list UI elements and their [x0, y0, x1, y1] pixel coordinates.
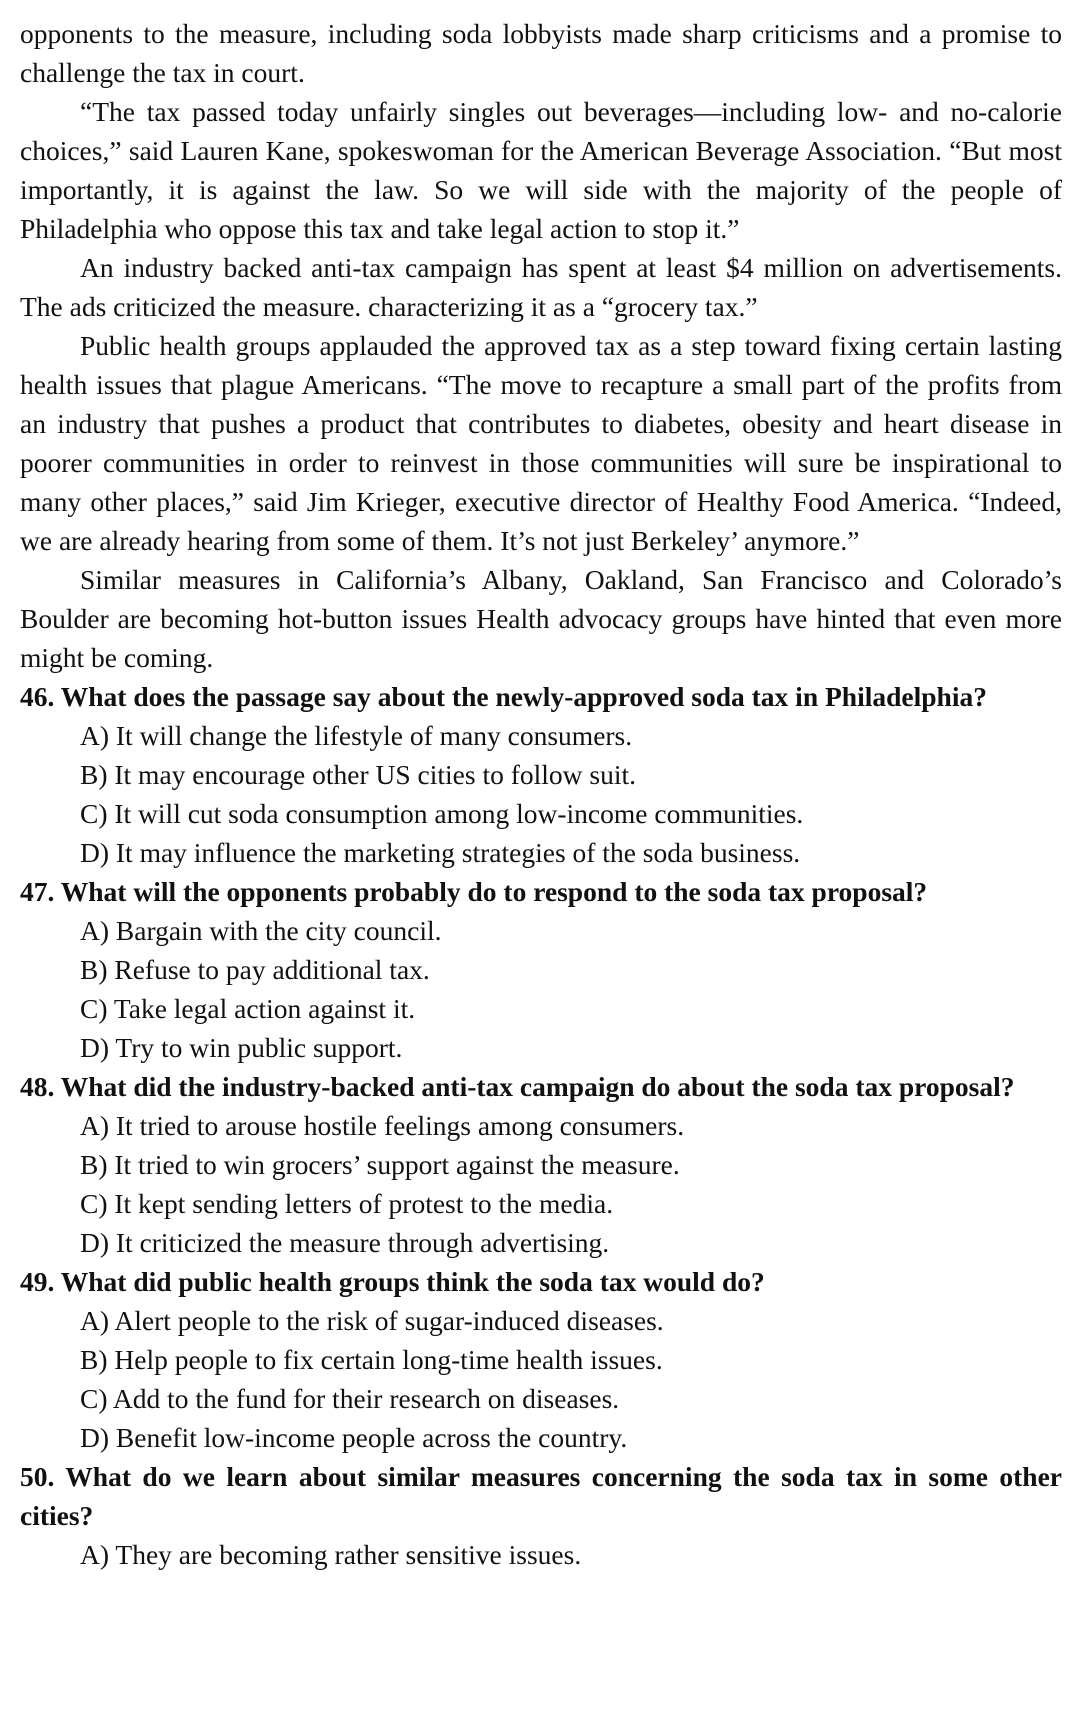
question-48 [20, 1067, 1062, 1262]
question-stem: 47. What will the opponents probably do to respond to the soda tax proposal? [20, 876, 928, 907]
answer-option: B) It tried to win grocers’ support against the measure. [80, 1149, 680, 1180]
answer-option: D) Try to win public support. [80, 1032, 403, 1063]
answer-option: A) It will change the lifestyle of many consumers. [80, 720, 633, 751]
passage-paragraph: Similar measures in California’s Albany, Oakland, San Francisco and Colorado’s Boulder are becoming hot-button issues Health advocacy groups have hinted that even more might be coming. [20, 564, 1062, 673]
answer-option: D) Benefit low-income people across the country. [80, 1422, 628, 1453]
answer-option: A) It tried to arouse hostile feelings among consumers. [80, 1110, 685, 1141]
question-stem: 48. What did the industry-backed anti-tax campaign do about the soda tax proposal? [20, 1071, 1015, 1102]
answer-option: D) It criticized the measure through advertising. [80, 1227, 610, 1258]
question-49 [20, 1262, 1062, 1457]
answer-option: C) Take legal action against it. [80, 993, 416, 1024]
answer-option: A) Alert people to the risk of sugar-induced diseases. [80, 1305, 664, 1336]
question-50 [20, 1457, 1062, 1574]
passage-paragraph: An industry backed anti-tax campaign has spent at least $4 million on advertisements. The ads criticized the measure. characterizing it as a “grocery tax.” [20, 252, 1062, 322]
question-stem: 49. What did public health groups think the soda tax would do? [20, 1266, 765, 1297]
question-47 [20, 872, 1062, 1067]
answer-option: A) They are becoming rather sensitive issues. [80, 1539, 582, 1570]
question-stem: 46. What does the passage say about the newly-approved soda tax in Philadelphia? [20, 681, 987, 712]
question-stem: 50. What do we learn about similar measures concerning the soda tax in some other cities? [20, 1461, 1062, 1531]
answer-option: B) It may encourage other US cities to follow suit. [80, 759, 636, 790]
passage-paragraph: opponents to the measure, including soda lobbyists made sharp criticisms and a promise to challenge the tax in court. [20, 18, 1062, 88]
passage-paragraph: Public health groups applauded the approved tax as a step toward fixing certain lasting health issues that plague Americans. “The move to recapture a small part of the profits from an industry that pushes a product that contributes to diabetes, obesity and heart disease in poorer communities in order to reinvest in those communities will sure be inspirational to many other places,” said Jim Krieger, executive director of Healthy Food America. “Indeed, we are already hearing from some of them. It’s not just Berkeley’ anymore.” [20, 330, 1062, 556]
document-page [20, 14, 1062, 1574]
answer-option: B) Help people to fix certain long-time health issues. [80, 1344, 663, 1375]
answer-option: C) It will cut soda consumption among low-income communities. [80, 798, 804, 829]
answer-option: B) Refuse to pay additional tax. [80, 954, 430, 985]
answer-option: C) It kept sending letters of protest to the media. [80, 1188, 614, 1219]
question-46 [20, 677, 1062, 872]
passage-paragraph: “The tax passed today unfairly singles out beverages—including low- and no-calorie choices,” said Lauren Kane, spokeswoman for the American Beverage Association. “But most importantly, it is against the law. So we will side with the majority of the people of Philadelphia who oppose this tax and take legal action to stop it.” [20, 96, 1062, 244]
answer-option: D) It may influence the marketing strategies of the soda business. [80, 837, 801, 868]
answer-option: A) Bargain with the city council. [80, 915, 442, 946]
answer-option: C) Add to the fund for their research on diseases. [80, 1383, 620, 1414]
